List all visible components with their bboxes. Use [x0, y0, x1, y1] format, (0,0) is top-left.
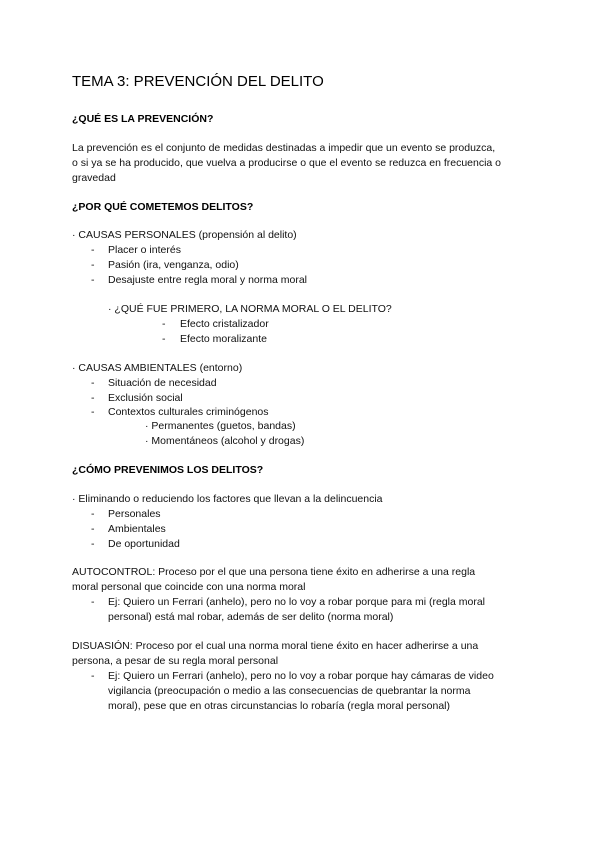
bullet-dash: - [91, 670, 95, 682]
autocontrol-definition: moral personal que coincide con una norma moral [72, 581, 306, 593]
section-heading-que-es: ¿QUÉ ES LA PREVENCIÓN? [72, 113, 214, 125]
causas-ambientales-label: · CAUSAS AMBIENTALES (entorno) [72, 362, 243, 374]
bullet-dash: - [91, 538, 95, 550]
prevention-intro: · Eliminando o reduciendo los factores que llevan a la delincuencia [72, 493, 383, 505]
causas-personales-label: · CAUSAS PERSONALES (propensión al delito) [72, 229, 297, 241]
list-item: Contextos culturales criminógenos [108, 406, 269, 418]
list-item: Pasión (ira, venganza, odio) [108, 259, 239, 271]
paragraph-line: gravedad [72, 172, 116, 184]
bullet-dash: - [91, 259, 95, 271]
norma-moral-question: · ¿QUÉ FUE PRIMERO, LA NORMA MORAL O EL DELITO? [108, 303, 392, 315]
list-item: Personales [108, 508, 161, 520]
autocontrol-definition: AUTOCONTROL: Proceso por el que una persona tiene éxito en adherirse a una regla [72, 566, 476, 578]
disuasion-definition: DISUASIÓN: Proceso por el cual una norma moral tiene éxito en hacer adherirse a una [72, 640, 479, 652]
bullet-dash: - [91, 523, 95, 535]
disuasion-example: vigilancia (preocupación o medio a las consecuencias de quebrantar la norma [108, 685, 471, 697]
bullet-dash: - [91, 392, 95, 404]
disuasion-example: moral), pese que en otras circunstancias lo robaría (regla moral personal) [108, 700, 450, 712]
section-heading-por-que: ¿POR QUÉ COMETEMOS DELITOS? [72, 201, 254, 213]
list-item: Exclusión social [108, 392, 183, 404]
list-item: Efecto cristalizador [180, 318, 269, 330]
list-item: De oportunidad [108, 538, 180, 550]
bullet-dash: - [91, 596, 95, 608]
autocontrol-example: personal) está mal robar, además de ser delito (norma moral) [108, 611, 394, 623]
list-item: Situación de necesidad [108, 377, 217, 389]
list-item: Efecto moralizante [180, 333, 267, 345]
paragraph-line: o si ya se ha producido, que vuelva a producirse o que el evento se reduzca en frecuencia o [72, 157, 502, 169]
page-title: TEMA 3: PREVENCIÓN DEL DELITO [72, 73, 324, 90]
sub-list-item: · Momentáneos (alcohol y drogas) [145, 435, 305, 447]
list-item: Desajuste entre regla moral y norma moral [108, 274, 307, 286]
disuasion-example: Ej: Quiero un Ferrari (anhelo), pero no lo voy a robar porque hay cámaras de video [108, 670, 494, 682]
list-item: Ambientales [108, 523, 166, 535]
bullet-dash: - [91, 244, 95, 256]
paragraph-line: La prevención es el conjunto de medidas destinadas a impedir que un evento se produzca, [72, 142, 496, 154]
disuasion-definition: persona, a pesar de su regla moral personal [72, 655, 279, 667]
section-heading-como: ¿CÓMO PREVENIMOS LOS DELITOS? [72, 464, 264, 476]
autocontrol-example: Ej: Quiero un Ferrari (anhelo), pero no lo voy a robar porque para mi (regla moral [108, 596, 486, 608]
bullet-dash: - [162, 318, 166, 330]
list-item: Placer o interés [108, 244, 181, 256]
bullet-dash: - [91, 274, 95, 286]
bullet-dash: - [162, 333, 166, 345]
bullet-dash: - [91, 406, 95, 418]
bullet-dash: - [91, 508, 95, 520]
sub-list-item: · Permanentes (guetos, bandas) [145, 420, 296, 432]
bullet-dash: - [91, 377, 95, 389]
